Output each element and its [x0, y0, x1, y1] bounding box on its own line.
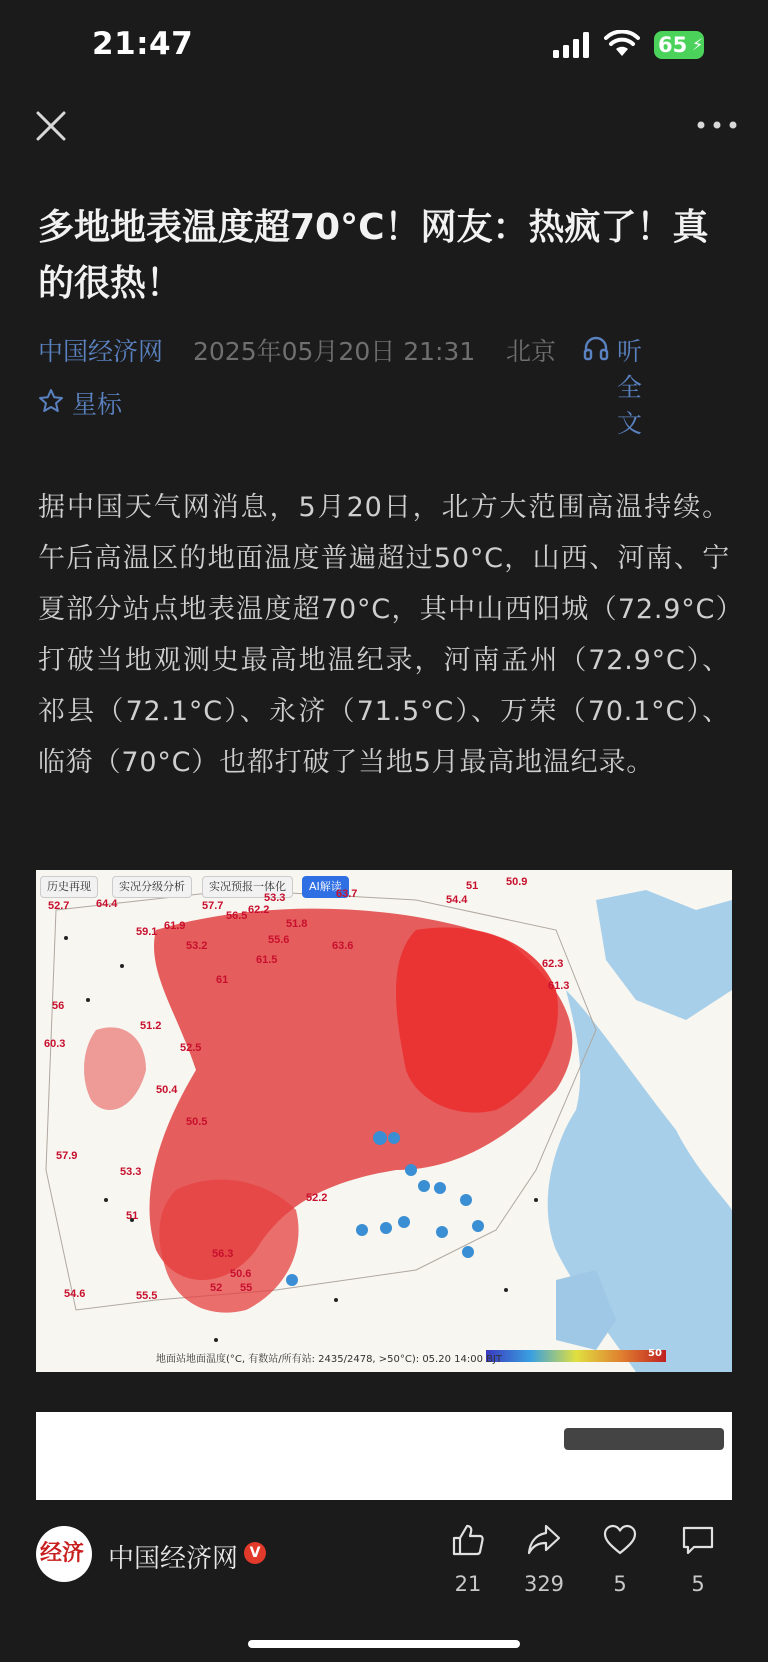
map-temp-label: 50.4	[156, 1084, 178, 1096]
second-map-graphic	[36, 1412, 732, 1500]
map-temp-label: 56	[52, 1000, 65, 1012]
map-temp-label: 54.4	[446, 894, 468, 906]
map-temp-label: 59.1	[136, 926, 158, 938]
map-temp-label: 51.8	[286, 918, 308, 930]
author-name[interactable]: 中国经济网	[108, 1544, 239, 1574]
map-temp-label: 51	[466, 880, 479, 892]
map-temp-label: 64.4	[96, 898, 118, 910]
share-count: 329	[523, 1572, 565, 1596]
bottom-bar	[0, 1502, 768, 1662]
map-temp-label: 55.5	[136, 1290, 158, 1302]
favorite-button[interactable]	[580, 1522, 660, 1612]
author-avatar[interactable]	[36, 1526, 92, 1582]
map-temp-label: 56.3	[212, 1248, 234, 1260]
favorite-count: 5	[613, 1572, 627, 1596]
star-label: 星标	[72, 390, 123, 419]
publish-city: 北京	[506, 337, 557, 366]
battery-level: 65	[658, 33, 688, 57]
map-tool-analysis[interactable]: 实况分级分析	[112, 876, 192, 898]
map-caption: 地面站地面温度(°C, 有数站/所有站: 2435/2478, >50°C): 05.20 14:00 BJT	[156, 1354, 503, 1365]
map-temp-label: 63.6	[332, 940, 354, 952]
star-icon	[38, 388, 64, 414]
comment-button[interactable]	[658, 1522, 738, 1612]
like-button[interactable]	[428, 1522, 508, 1612]
wifi-icon	[604, 30, 640, 58]
map-temp-label: 61	[216, 974, 229, 986]
map-temp-label: 57.7	[202, 900, 224, 912]
share-button[interactable]	[504, 1522, 584, 1612]
share-icon	[526, 1522, 562, 1558]
map-temp-label: 52	[210, 1282, 223, 1294]
map-temp-label: 57.9	[56, 1150, 78, 1162]
scale-max-label: 50	[648, 1348, 662, 1359]
battery-indicator	[654, 31, 706, 59]
second-map-image[interactable]	[36, 1412, 732, 1500]
map-temp-label: 51	[126, 1210, 139, 1222]
status-time: 21:47	[92, 26, 194, 62]
nav-bar	[0, 95, 768, 155]
verified-badge: V	[244, 1542, 266, 1564]
map-search-box[interactable]	[564, 1428, 724, 1450]
map-temp-label: 60.3	[44, 1038, 66, 1050]
headphones-icon	[583, 335, 609, 361]
map-temp-label: 61.5	[256, 954, 278, 966]
map-temp-label: 53.3	[264, 892, 286, 904]
avatar-logo-text: 经济	[40, 1540, 85, 1566]
like-count: 21	[454, 1572, 482, 1596]
map-temp-label: 50.9	[506, 876, 528, 888]
status-bar	[0, 0, 768, 90]
close-icon[interactable]	[30, 105, 72, 147]
map-tool-history[interactable]: 历史再现	[40, 876, 98, 898]
article-title: 多地地表温度超70°C！网友：热疯了！真的很热！	[38, 207, 709, 304]
map-temp-label: 55	[240, 1282, 253, 1294]
more-options-icon[interactable]	[695, 113, 739, 137]
map-temp-label: 62.2	[248, 904, 270, 916]
cellular-signal-icon	[553, 32, 593, 58]
map-temp-label: 53.2	[186, 940, 208, 952]
publish-date: 2025年05月20日 21:31	[193, 337, 476, 366]
charging-bolt-icon: ⚡	[692, 35, 704, 54]
map-temp-label: 51.2	[140, 1020, 162, 1032]
comment-count: 5	[691, 1572, 705, 1596]
comment-icon	[680, 1522, 716, 1558]
home-indicator[interactable]	[248, 1640, 520, 1648]
map-temp-label: 50.5	[186, 1116, 208, 1128]
map-temp-label: 50.6	[230, 1268, 252, 1280]
map-temp-label: 55.6	[268, 934, 290, 946]
heart-icon	[602, 1522, 638, 1558]
map-temp-label: 52.2	[306, 1192, 328, 1204]
thumbs-up-icon	[450, 1522, 486, 1558]
map-temp-label: 52.5	[180, 1042, 202, 1054]
map-tool-forecast[interactable]: 实况预报一体化	[202, 876, 293, 898]
map-temp-label: 56.5	[226, 910, 248, 922]
source-link[interactable]: 中国经济网	[38, 337, 164, 366]
temperature-scale-bar	[486, 1350, 666, 1362]
map-temp-label: 52.7	[48, 900, 70, 912]
map-temp-label: 53.3	[120, 1166, 142, 1178]
map-temp-label: 62.3	[542, 958, 564, 970]
listen-label: 听全文	[617, 337, 643, 438]
article-body: 据中国天气网消息，5月20日，北方大范围高温持续。午后高温区的地面温度普遍超过50°C，山西、河南、宁夏部分站点地表温度超70°C，其中山西阳城（72.9°C）打破当地观测史最高地温纪录，河南孟州（72.9°C）、祁县（72.1°C）、永济（71.5°C）、万荣（70.1°C）、临猗（70°C）也都打破了当地5月最高地温纪录。	[38, 492, 730, 778]
map-temp-label: 63.7	[336, 888, 358, 900]
map-temp-label: 61.9	[164, 920, 186, 932]
map-temp-label: 54.6	[64, 1288, 86, 1300]
map-temp-label: 61.3	[548, 980, 570, 992]
temperature-map-image[interactable]	[36, 870, 732, 1372]
map-tool-ai[interactable]: AI解读	[302, 876, 349, 898]
